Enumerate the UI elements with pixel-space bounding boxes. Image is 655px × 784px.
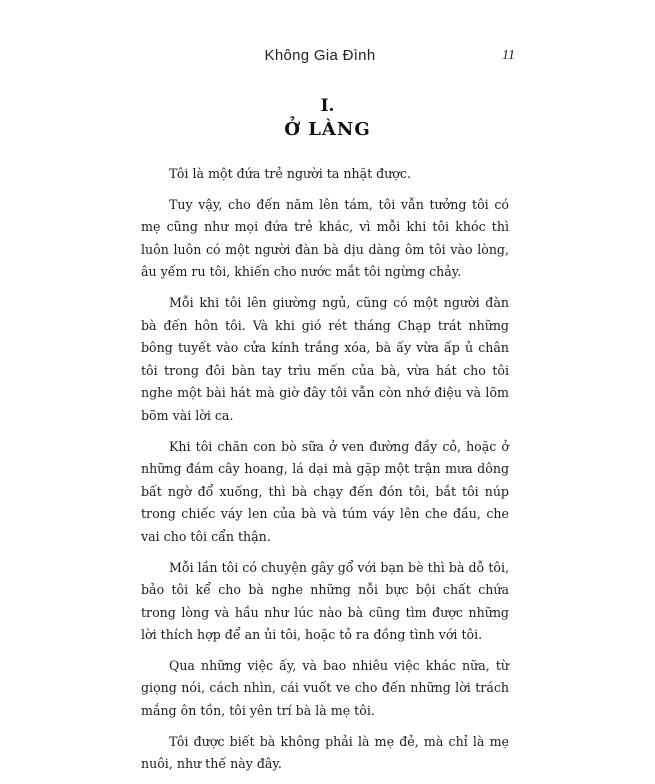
paragraph: Mỗi khi tôi lên giường ngủ, cũng có một người đàn bà đến hôn tôi. Và khi gió rét tháng Chạp trát những bông tuyết vào cửa kính trắng xóa, bà ấy vừa ấp ủ chân tôi trong đôi bàn tay trìu mến của bà, vừa hát cho tôi nghe một bài hát mà giờ đây tôi vẫn còn nhớ điệu và lõm bõm vài lời ca. <box>141 294 509 423</box>
paragraph: Mỗi lần tôi có chuyện gây gổ với bạn bè thì bà dỗ tôi, bảo tôi kể cho bà nghe những nỗi bực bội chất chứa trong lòng và hầu như lúc nào bà cũng tìm được những lời thích hợp để an ủi tôi, hoặc tỏ ra đồng tình với tôi. <box>141 559 509 643</box>
paragraph: Tuy vậy, cho đến năm lên tám, tôi vẫn tưởng tôi có mẹ cũng như mọi đứa trẻ khác, vì mỗi khi tôi khóc thì luôn luôn có một người đàn bà dịu dàng ôm tôi vào lòng, âu yếm ru tôi, khiến cho nước mắt tôi ngừng chảy. <box>141 196 509 280</box>
running-head <box>0 47 655 69</box>
paragraph: Qua những việc ấy, và bao nhiêu việc khác nữa, từ giọng nói, cách nhìn, cái vuốt ve cho đến những lời trách mắng ôn tồn, tôi yên trí bà là mẹ tôi. <box>141 657 509 719</box>
chapter-heading <box>0 95 655 143</box>
body-text <box>141 163 509 784</box>
chapter-title: Ở LÀNG <box>284 119 371 140</box>
page-number: 11 <box>502 48 515 63</box>
paragraph: Tôi là một đứa trẻ người ta nhặt được. <box>169 166 411 181</box>
paragraph: Tôi được biết bà không phải là mẹ đẻ, mà chỉ là mẹ nuôi, như thế này đây. <box>141 733 509 772</box>
paragraph: Khi tôi chăn con bò sữa ở ven đường đầy cỏ, hoặc ở những đám cây hoang, lá dại mà gặp một trận mưa dông bất ngờ đổ xuống, thì bà chạy đến đón tôi, bắt tôi núp trong chiếc váy len của bà và túm váy lên che đầu, che vai cho tôi cẩn thận. <box>141 438 509 544</box>
book-title: Không Gia Đình <box>264 47 376 64</box>
chapter-number: I. <box>320 96 335 116</box>
